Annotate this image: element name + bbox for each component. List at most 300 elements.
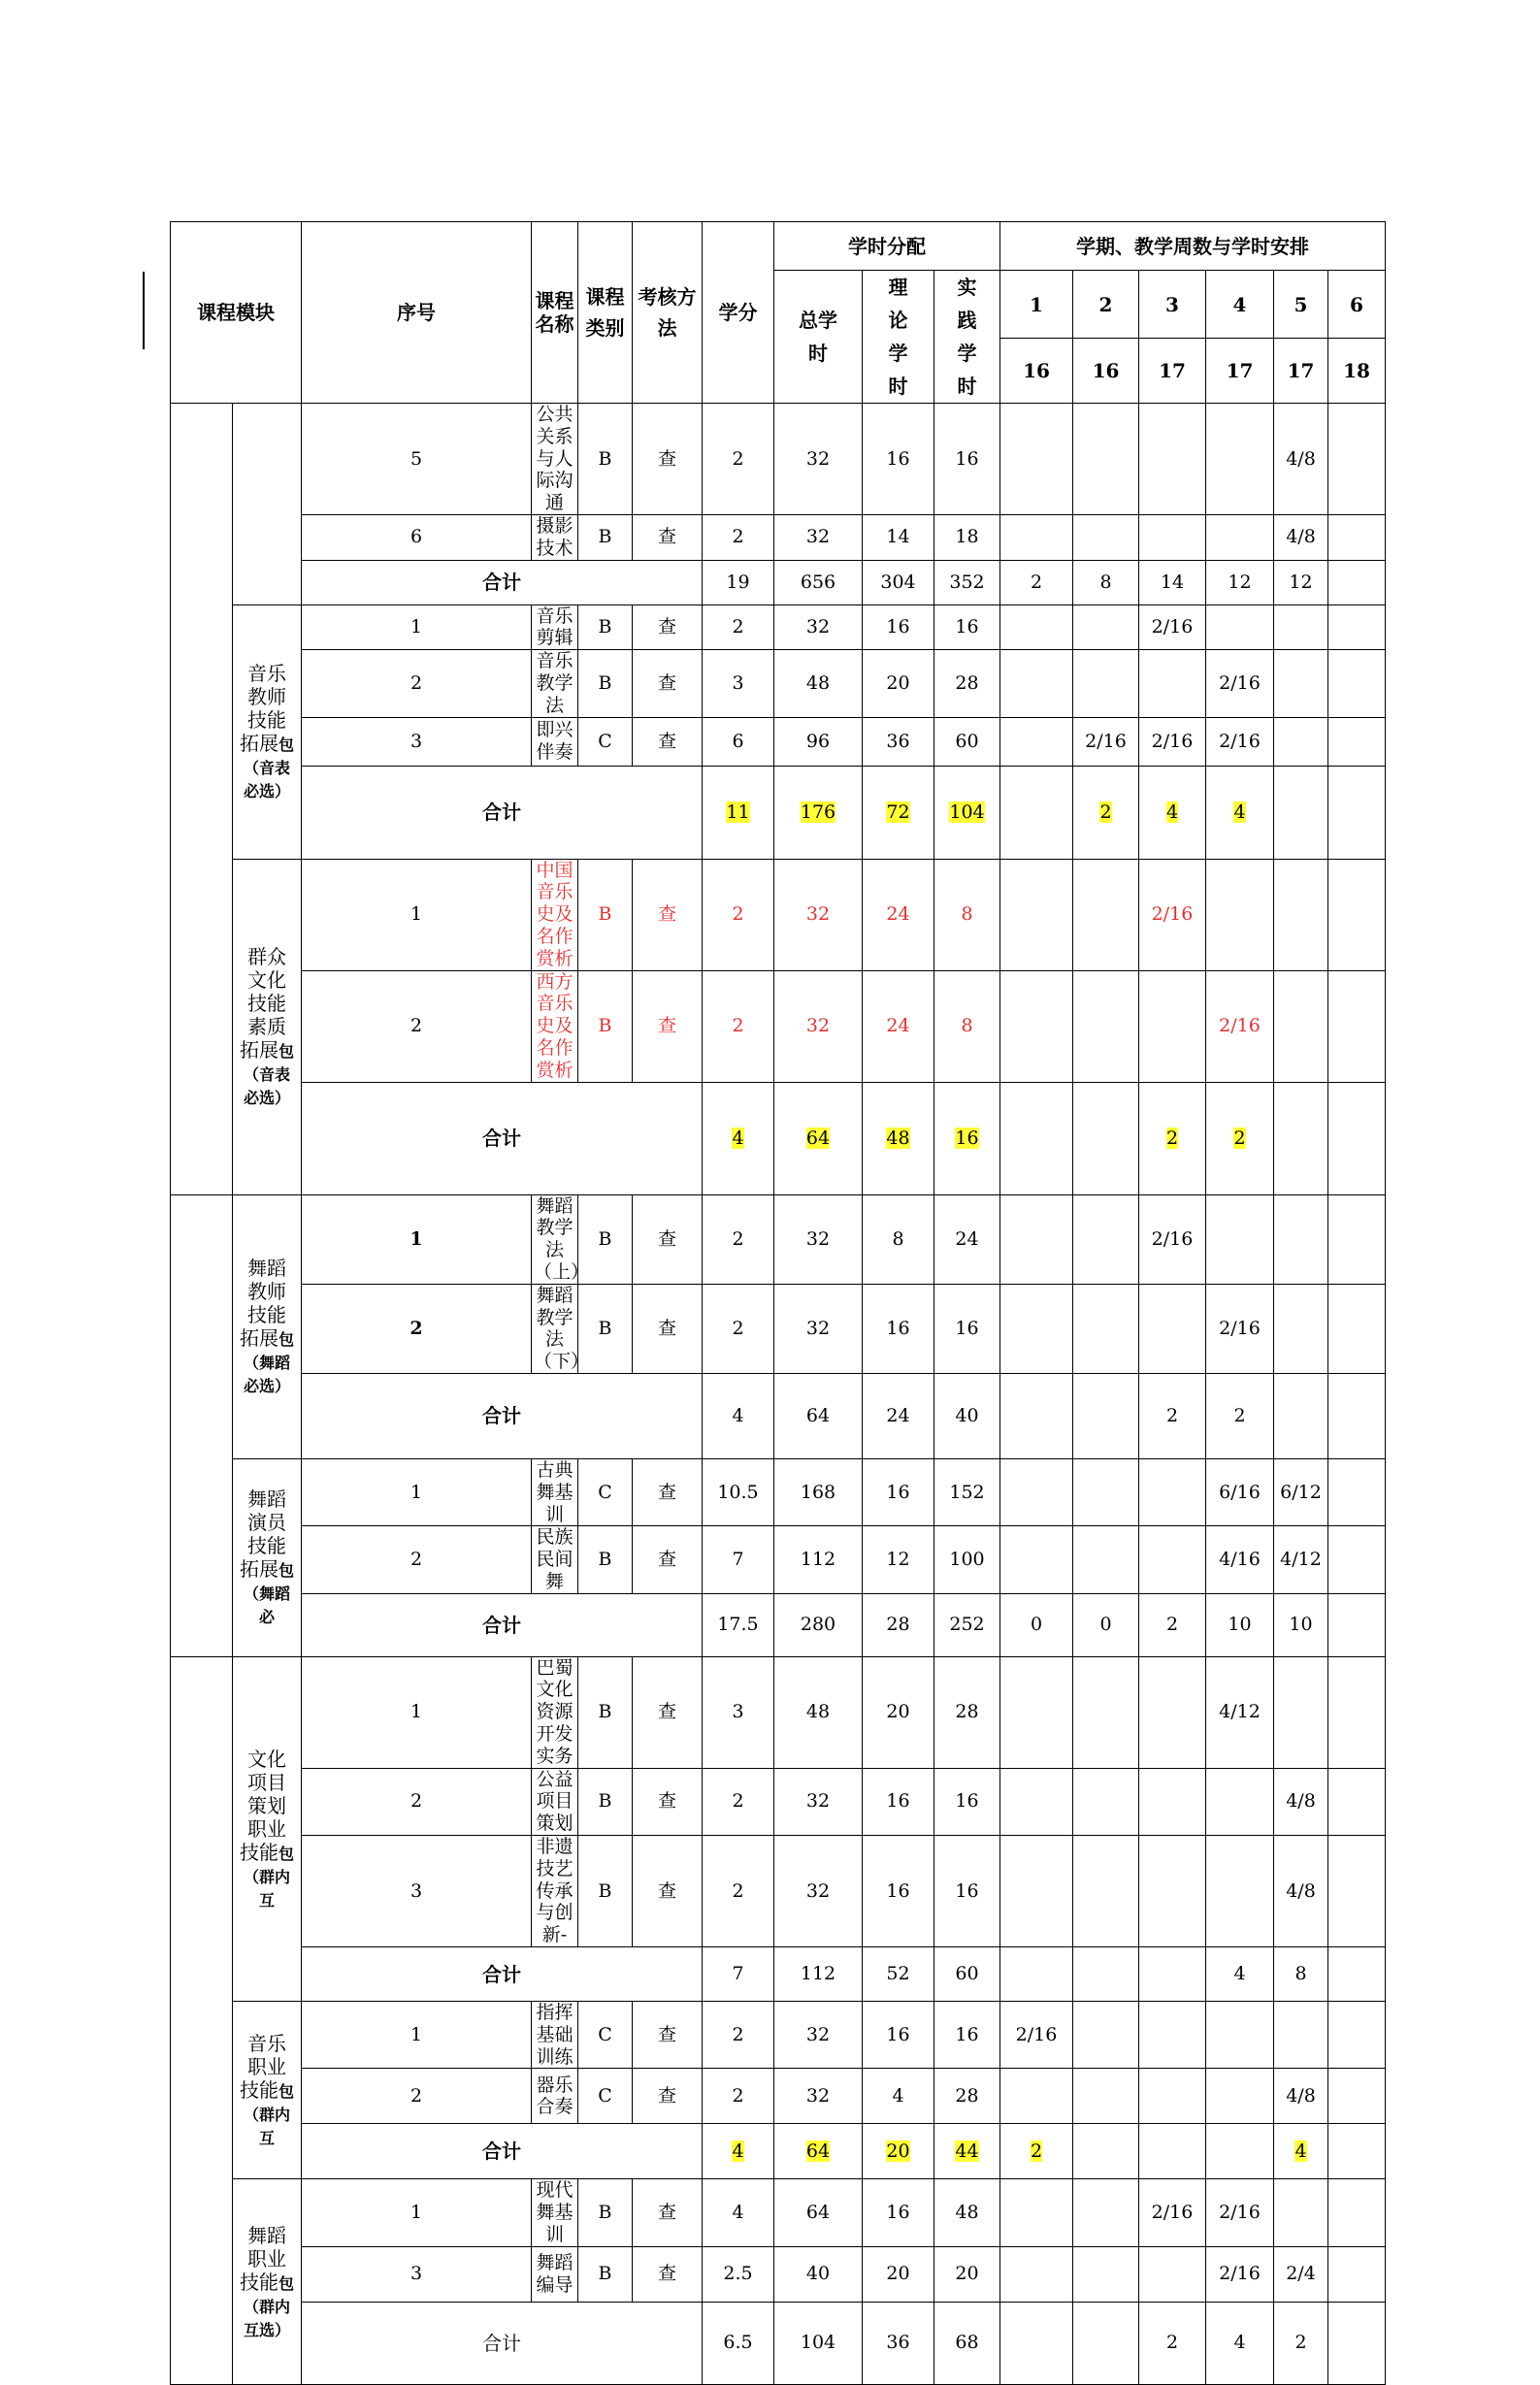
- header-type: 课程类别: [578, 222, 633, 404]
- theory-cell: 24: [863, 970, 934, 1082]
- theory-cell: 20: [863, 2246, 934, 2302]
- course-name: 指挥基础训练: [532, 2002, 578, 2069]
- semester-cell: 4/8: [1274, 514, 1328, 560]
- sum-practice-value: 44: [955, 2140, 979, 2163]
- sum-semester: [1000, 2124, 1073, 2179]
- semester-cell: [1000, 1656, 1073, 1768]
- semester-cell: [1073, 1526, 1139, 1593]
- sum-practice: [934, 766, 1000, 859]
- module-name: 舞蹈教师技能拓展: [239, 1257, 286, 1351]
- sum-credit: [703, 766, 774, 859]
- type-cell: C: [578, 717, 633, 766]
- semester-cell: 2/4: [1274, 2246, 1328, 2302]
- sum-semester: 12: [1206, 560, 1274, 604]
- credit-cell: 7: [703, 1526, 774, 1593]
- sum-total: 104: [774, 2302, 863, 2384]
- sum-practice-value: 16: [955, 1127, 979, 1149]
- semester-cell: 4/8: [1274, 2069, 1328, 2124]
- sum-semester: [1000, 1947, 1073, 2002]
- course-name: 中国音乐史及名作赏析: [532, 859, 578, 970]
- theory-cell: 8: [863, 1194, 934, 1284]
- table-row: [171, 2002, 1386, 2069]
- module-note: 包（群内互: [243, 2082, 294, 2148]
- semester-cell: [1206, 2069, 1274, 2124]
- table-row: [171, 1768, 1386, 1835]
- seq-cell: 2: [302, 650, 532, 717]
- sum-semester: [1274, 1373, 1328, 1458]
- course-name: 摄影技术: [532, 514, 578, 560]
- sum-total: 656: [774, 560, 863, 604]
- header-semester-2: 2: [1073, 271, 1139, 339]
- semester-cell: [1073, 404, 1139, 515]
- semester-cell: [1139, 2246, 1206, 2302]
- sum-semester: 10: [1274, 1593, 1328, 1656]
- practice-cell: 18: [934, 514, 1000, 560]
- type-cell: B: [578, 404, 633, 515]
- header-semester-3: 3: [1139, 271, 1206, 339]
- sum-total: [774, 2124, 863, 2179]
- table-row: [171, 1458, 1386, 1525]
- theory-cell: 24: [863, 859, 934, 970]
- credit-cell: 3: [703, 650, 774, 717]
- type-cell: B: [578, 1194, 633, 1284]
- seq-cell: 2: [302, 1284, 532, 1373]
- semester-cell: 2/16: [1206, 970, 1274, 1082]
- semester-cell: [1073, 1656, 1139, 1768]
- semester-cell: [1328, 650, 1386, 717]
- course-name: 舞蹈教学法（上）: [532, 1194, 578, 1284]
- sum-semester: 2: [1139, 1373, 1206, 1458]
- course-name: 舞蹈教学法（下）: [532, 1284, 578, 1373]
- exam-cell: 查: [633, 1458, 703, 1525]
- module-name: 文化项目策划职业技能: [239, 1747, 286, 1864]
- sum-semester: [1000, 1373, 1073, 1458]
- semester-cell: 2/16: [1206, 2246, 1274, 2302]
- exam-cell: 查: [633, 1284, 703, 1373]
- sum-semester: 0: [1073, 1593, 1139, 1656]
- seq-cell: 1: [302, 1458, 532, 1525]
- practice-cell: 16: [934, 404, 1000, 515]
- exam-cell: 查: [633, 1836, 703, 1947]
- header-weeks-6: 18: [1328, 339, 1386, 404]
- type-cell: B: [578, 859, 633, 970]
- semester-cell: [1000, 1458, 1073, 1525]
- table-row: [171, 650, 1386, 717]
- course-name: 巴蜀文化资源开发实务: [532, 1656, 578, 1768]
- semester-cell: [1000, 859, 1073, 970]
- header-exam: 考核方法: [633, 222, 703, 404]
- practice-cell: 16: [934, 604, 1000, 650]
- theory-cell: 16: [863, 604, 934, 650]
- sum-semester-value: 2: [1233, 1127, 1246, 1149]
- seq-cell: 3: [302, 717, 532, 766]
- semester-cell: [1073, 650, 1139, 717]
- semester-cell: [1328, 1194, 1386, 1284]
- table-row: [171, 514, 1386, 560]
- total-cell: 32: [774, 1284, 863, 1373]
- practice-cell: 28: [934, 650, 1000, 717]
- semester-cell: [1206, 604, 1274, 650]
- seq-cell: 2: [302, 2069, 532, 2124]
- module-note: 包（群内互选）: [243, 2273, 294, 2339]
- sum-semester: [1000, 1082, 1073, 1194]
- credit-cell: 2: [703, 514, 774, 560]
- practice-cell: 16: [934, 2002, 1000, 2069]
- type-cell: B: [578, 2179, 633, 2246]
- course-name: 音乐剪辑: [532, 604, 578, 650]
- module-note: 包（音表必选）: [243, 735, 294, 801]
- sum-practice: [934, 2124, 1000, 2179]
- sum-label: 合计: [302, 2302, 703, 2384]
- table-row: [171, 970, 1386, 1082]
- theory-cell: 20: [863, 1656, 934, 1768]
- sum-credit: 17.5: [703, 1593, 774, 1656]
- sum-total: [774, 1082, 863, 1194]
- sum-semester: 2: [1139, 1593, 1206, 1656]
- module-name: 舞蹈职业技能: [239, 2223, 286, 2294]
- sum-semester: [1328, 560, 1386, 604]
- semester-cell: [1000, 2179, 1073, 2246]
- semester-cell: [1000, 717, 1073, 766]
- table-row: [171, 717, 1386, 766]
- sum-semester: [1000, 766, 1073, 859]
- seq-cell: 2: [302, 1526, 532, 1593]
- practice-cell: 16: [934, 1284, 1000, 1373]
- credit-cell: 2: [703, 2069, 774, 2124]
- practice-cell: 28: [934, 1656, 1000, 1768]
- seq-cell: 3: [302, 1836, 532, 1947]
- sum-semester-value: 4: [1165, 800, 1179, 823]
- sum-semester: [1328, 1373, 1386, 1458]
- header-seq: 序号: [302, 222, 532, 404]
- semester-cell: [1328, 717, 1386, 766]
- header-weeks-3: 17: [1139, 339, 1206, 404]
- sum-semester-value: 4: [1233, 800, 1246, 823]
- semester-cell: [1000, 970, 1073, 1082]
- header-weeks-4: 17: [1206, 339, 1274, 404]
- header-credit: 学分: [703, 222, 774, 404]
- credit-cell: 2: [703, 404, 774, 515]
- theory-cell: 16: [863, 1836, 934, 1947]
- semester-cell: [1073, 2246, 1139, 2302]
- type-cell: B: [578, 1656, 633, 1768]
- semester-cell: [1206, 1768, 1274, 1835]
- semester-cell: 2/16: [1000, 2002, 1073, 2069]
- semester-cell: [1328, 2002, 1386, 2069]
- semester-cell: 4/12: [1206, 1656, 1274, 1768]
- practice-cell: 28: [934, 2069, 1000, 2124]
- sum-semester: [1206, 1082, 1274, 1194]
- credit-cell: 3: [703, 1656, 774, 1768]
- sum-credit-value: 4: [732, 1127, 744, 1149]
- exam-cell: 查: [633, 859, 703, 970]
- sum-semester: 0: [1000, 1593, 1073, 1656]
- semester-cell: 2/16: [1206, 717, 1274, 766]
- semester-cell: 2/16: [1206, 2179, 1274, 2246]
- total-cell: 32: [774, 970, 863, 1082]
- semester-cell: [1328, 2179, 1386, 2246]
- sum-semester: [1000, 2302, 1073, 2384]
- table-row: [171, 859, 1386, 970]
- course-name: 公益项目策划: [532, 1768, 578, 1835]
- practice-cell: 60: [934, 717, 1000, 766]
- theory-cell: 16: [863, 2179, 934, 2246]
- type-cell: B: [578, 1526, 633, 1593]
- semester-cell: [1139, 1768, 1206, 1835]
- sum-row: [171, 1082, 1386, 1194]
- sum-semester: [1073, 1373, 1139, 1458]
- sum-semester: [1073, 766, 1139, 859]
- total-cell: 112: [774, 1526, 863, 1593]
- practice-cell: 20: [934, 2246, 1000, 2302]
- semester-cell: [1328, 1656, 1386, 1768]
- exam-cell: 查: [633, 1656, 703, 1768]
- sum-semester: [1139, 766, 1206, 859]
- practice-cell: 16: [934, 1836, 1000, 1947]
- semester-cell: [1206, 859, 1274, 970]
- exam-cell: 查: [633, 2069, 703, 2124]
- module-name: 群众文化技能素质拓展: [239, 945, 286, 1062]
- type-cell: B: [578, 604, 633, 650]
- semester-cell: [1328, 404, 1386, 515]
- semester-cell: 4/8: [1274, 1768, 1328, 1835]
- sum-label: 合计: [302, 2124, 703, 2179]
- semester-cell: [1139, 1526, 1206, 1593]
- header-total: 总学时: [774, 271, 863, 404]
- semester-cell: [1000, 514, 1073, 560]
- total-cell: 96: [774, 717, 863, 766]
- module-cell: [233, 1656, 302, 2001]
- semester-cell: [1274, 2179, 1328, 2246]
- total-cell: 32: [774, 604, 863, 650]
- seq-cell: 1: [302, 604, 532, 650]
- sum-credit-value: 11: [726, 800, 750, 823]
- semester-cell: 4/8: [1274, 1836, 1328, 1947]
- module-note: 包（音表必选）: [243, 1042, 294, 1108]
- sum-credit: 19: [703, 560, 774, 604]
- semester-cell: [1000, 2246, 1073, 2302]
- semester-cell: 6/12: [1274, 1458, 1328, 1525]
- sum-label: 合计: [302, 766, 703, 859]
- practice-cell: 24: [934, 1194, 1000, 1284]
- type-cell: C: [578, 1458, 633, 1525]
- total-cell: 32: [774, 859, 863, 970]
- semester-cell: [1073, 604, 1139, 650]
- sum-semester: 10: [1206, 1593, 1274, 1656]
- sum-semester: 2: [1139, 2302, 1206, 2384]
- sum-credit: 6.5: [703, 2302, 774, 2384]
- sum-semester: [1206, 2124, 1274, 2179]
- semester-cell: [1000, 1194, 1073, 1284]
- sum-theory: [863, 2124, 934, 2179]
- semester-cell: [1139, 1284, 1206, 1373]
- semester-cell: [1000, 650, 1073, 717]
- sum-semester: [1274, 1082, 1328, 1194]
- type-cell: B: [578, 1836, 633, 1947]
- sum-semester: [1274, 2124, 1328, 2179]
- header-semester-group: 学期、教学周数与学时安排: [1000, 222, 1386, 271]
- semester-cell: [1000, 1284, 1073, 1373]
- course-name: 非遗技艺传承与创新-: [532, 1836, 578, 1947]
- semester-cell: [1139, 514, 1206, 560]
- practice-cell: 152: [934, 1458, 1000, 1525]
- course-name: 公共关系与人际沟通: [532, 404, 578, 515]
- sum-row: [171, 766, 1386, 859]
- sum-semester: [1073, 2124, 1139, 2179]
- type-cell: B: [578, 650, 633, 717]
- sum-semester: 12: [1274, 560, 1328, 604]
- seq-cell: 6: [302, 514, 532, 560]
- sum-row: [171, 2302, 1386, 2384]
- module-name: 音乐教师技能拓展: [239, 662, 286, 756]
- sum-semester: [1139, 1947, 1206, 2002]
- sum-theory-value: 72: [886, 800, 910, 823]
- sum-semester: [1139, 2124, 1206, 2179]
- sum-row: [171, 560, 1386, 604]
- credit-cell: 2: [703, 604, 774, 650]
- module-cell: [233, 404, 302, 605]
- semester-cell: [1139, 404, 1206, 515]
- practice-cell: 8: [934, 970, 1000, 1082]
- semester-cell: 2/16: [1139, 2179, 1206, 2246]
- header-name: 课程名称: [532, 222, 578, 404]
- table-row: [171, 604, 1386, 650]
- practice-cell: 100: [934, 1526, 1000, 1593]
- semester-cell: [1139, 1656, 1206, 1768]
- course-name: 即兴伴奏: [532, 717, 578, 766]
- semester-cell: [1073, 1458, 1139, 1525]
- semester-cell: [1073, 2179, 1139, 2246]
- theory-cell: 16: [863, 1284, 934, 1373]
- sum-semester: 4: [1206, 2302, 1274, 2384]
- semester-cell: 6/16: [1206, 1458, 1274, 1525]
- header-semester-4: 4: [1206, 271, 1274, 339]
- sum-practice: [934, 1082, 1000, 1194]
- header-semester-6: 6: [1328, 271, 1386, 339]
- theory-cell: 4: [863, 2069, 934, 2124]
- credit-cell: 10.5: [703, 1458, 774, 1525]
- seq-cell: 1: [302, 2002, 532, 2069]
- sum-total-value: 64: [805, 2140, 831, 2163]
- header-weeks-1: 16: [1000, 339, 1073, 404]
- module-note: 包（舞蹈必: [243, 1561, 294, 1627]
- semester-cell: [1073, 2069, 1139, 2124]
- sum-semester-value: 4: [1294, 2140, 1307, 2163]
- type-cell: B: [578, 970, 633, 1082]
- semester-cell: [1000, 1768, 1073, 1835]
- module-name: 音乐职业技能: [239, 2032, 286, 2103]
- type-cell: B: [578, 1284, 633, 1373]
- practice-cell: 8: [934, 859, 1000, 970]
- total-cell: 32: [774, 1768, 863, 1835]
- course-name: 器乐合奏: [532, 2069, 578, 2124]
- sum-semester-value: 2: [1165, 1127, 1179, 1149]
- sum-theory: 52: [863, 1947, 934, 2002]
- sum-semester: 8: [1274, 1947, 1328, 2002]
- semester-cell: [1274, 1194, 1328, 1284]
- header-hours-group: 学时分配: [774, 222, 1000, 271]
- semester-cell: [1073, 2002, 1139, 2069]
- table-row: [171, 2246, 1386, 2302]
- total-cell: 40: [774, 2246, 863, 2302]
- module-note: 包（舞蹈必选）: [243, 1330, 294, 1396]
- header-module: 课程模块: [171, 222, 302, 404]
- sum-semester: 2: [1274, 2302, 1328, 2384]
- semester-cell: [1206, 2002, 1274, 2069]
- semester-cell: [1000, 1836, 1073, 1947]
- sum-practice: 40: [934, 1373, 1000, 1458]
- theory-cell: 16: [863, 1768, 934, 1835]
- course-name: 舞蹈编导: [532, 2246, 578, 2302]
- semester-cell: [1073, 1194, 1139, 1284]
- sum-credit-value: 4: [732, 2140, 744, 2163]
- sum-label: 合计: [302, 1082, 703, 1194]
- total-cell: 48: [774, 650, 863, 717]
- semester-cell: [1073, 1284, 1139, 1373]
- exam-cell: 查: [633, 970, 703, 1082]
- module-cell: [233, 2179, 302, 2384]
- exam-cell: 查: [633, 404, 703, 515]
- semester-cell: [1328, 514, 1386, 560]
- total-cell: 32: [774, 2069, 863, 2124]
- semester-cell: 2/16: [1139, 717, 1206, 766]
- semester-cell: [1073, 970, 1139, 1082]
- table-row: [171, 1656, 1386, 1768]
- sum-semester: 4: [1206, 1947, 1274, 2002]
- table-row: [171, 1526, 1386, 1593]
- sum-row: [171, 1947, 1386, 2002]
- sum-semester: 8: [1073, 560, 1139, 604]
- seq-cell: 3: [302, 2246, 532, 2302]
- semester-cell: [1206, 404, 1274, 515]
- total-cell: 32: [774, 1194, 863, 1284]
- semester-cell: [1139, 1458, 1206, 1525]
- exam-cell: 查: [633, 514, 703, 560]
- semester-cell: [1328, 2246, 1386, 2302]
- seq-cell: 1: [302, 2179, 532, 2246]
- sum-credit: 4: [703, 1373, 774, 1458]
- semester-cell: [1328, 2069, 1386, 2124]
- exam-cell: 查: [633, 1194, 703, 1284]
- theory-cell: 16: [863, 1458, 934, 1525]
- sum-theory-value: 20: [886, 2140, 910, 2163]
- sum-semester-value: 2: [1099, 800, 1112, 823]
- exam-cell: 查: [633, 1768, 703, 1835]
- semester-cell: [1139, 650, 1206, 717]
- sum-total: 112: [774, 1947, 863, 2002]
- sum-label: 合计: [302, 1947, 703, 2002]
- sum-label: 合计: [302, 1373, 703, 1458]
- sum-credit: 7: [703, 1947, 774, 2002]
- sum-practice: 60: [934, 1947, 1000, 2002]
- semester-cell: [1274, 2002, 1328, 2069]
- semester-cell: [1000, 604, 1073, 650]
- seq-cell: 5: [302, 404, 532, 515]
- semester-cell: [1328, 604, 1386, 650]
- semester-cell: [1206, 1836, 1274, 1947]
- sum-credit: [703, 1082, 774, 1194]
- credit-cell: 2: [703, 1836, 774, 1947]
- semester-cell: [1274, 717, 1328, 766]
- semester-cell: [1328, 1768, 1386, 1835]
- table-row: [171, 1836, 1386, 1947]
- type-cell: B: [578, 2246, 633, 2302]
- table-row: [171, 1194, 1386, 1284]
- sum-semester: [1328, 2124, 1386, 2179]
- semester-cell: [1328, 1526, 1386, 1593]
- theory-cell: 12: [863, 1526, 934, 1593]
- exam-cell: 查: [633, 1526, 703, 1593]
